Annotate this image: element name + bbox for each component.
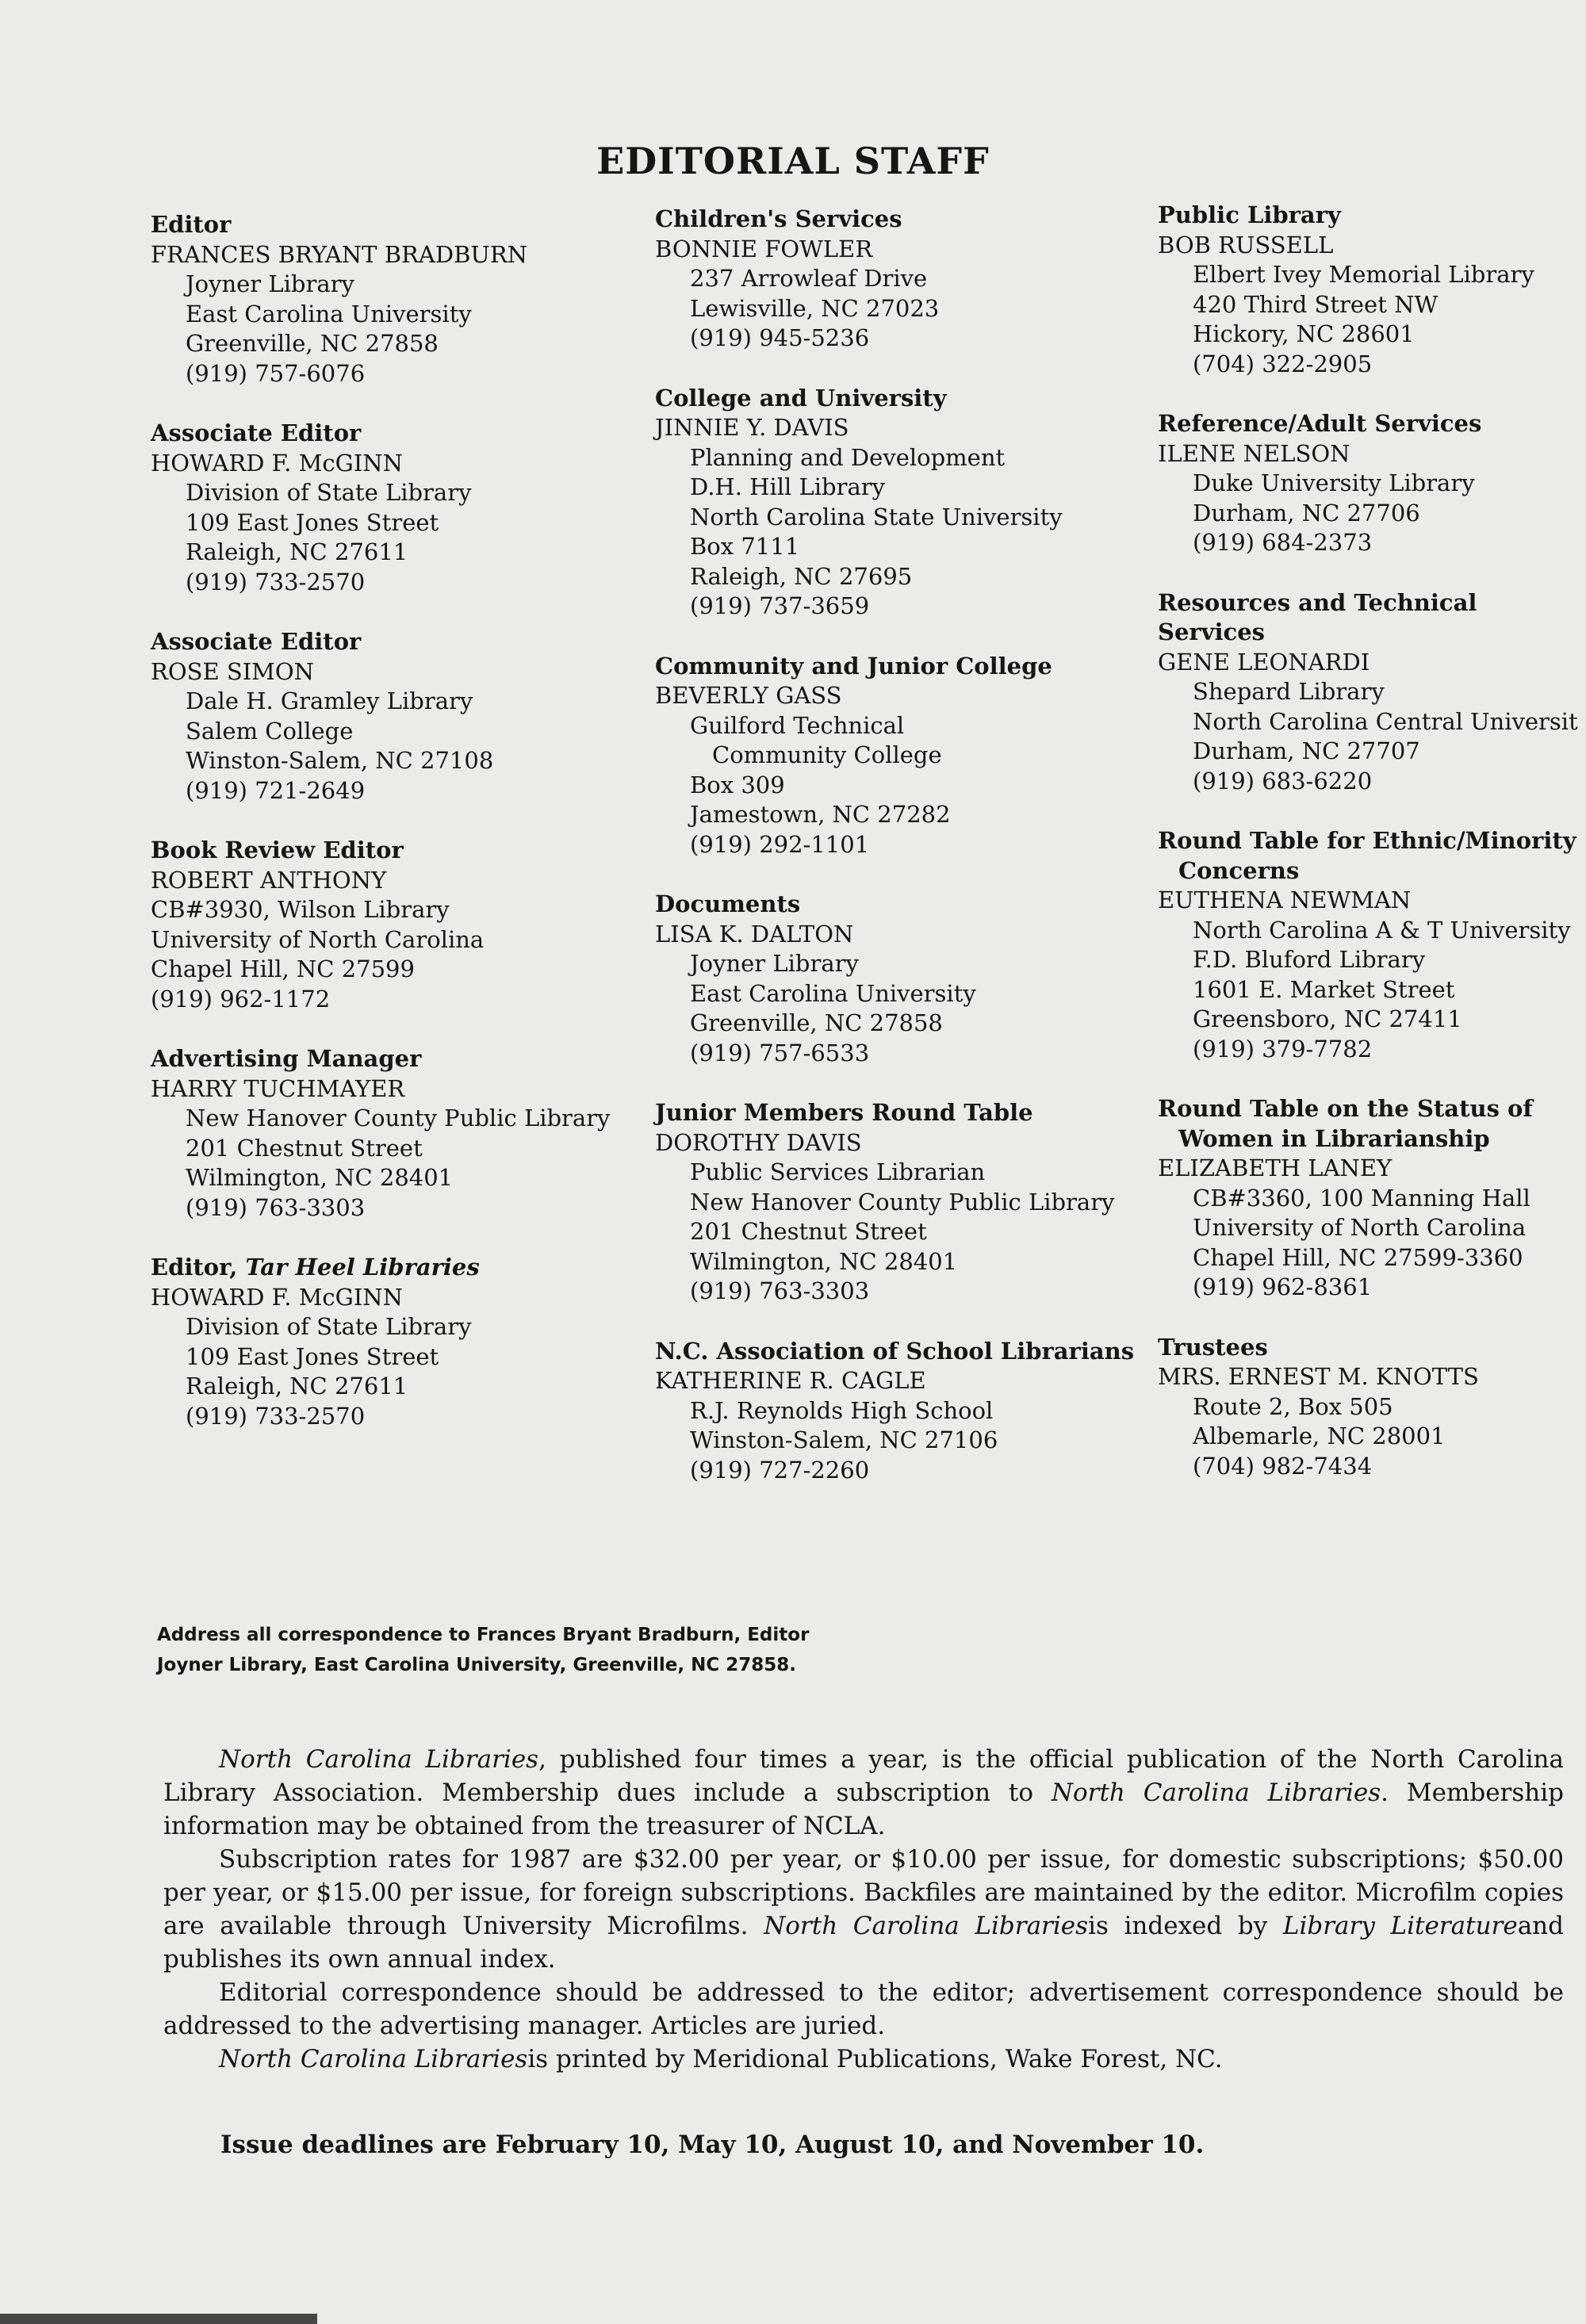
journal-title: North Carolina Libraries [1051, 1778, 1381, 1807]
staff-name: DOROTHY DAVIS [655, 1128, 862, 1156]
address-line: 201 Chestnut Street [690, 1218, 927, 1245]
staff-entry [151, 419, 642, 597]
address-line: Winston-Salem, NC 27108 [186, 747, 494, 774]
address-line: New Hanover County Public Library [690, 1188, 1115, 1216]
staff-name: BOB RUSSELL [1158, 231, 1334, 258]
staff-name: GENE LEONARDI [1158, 648, 1370, 676]
address-line: Greensboro, NC 27411 [1193, 1005, 1462, 1032]
paragraph-correspondence: Editorial correspondence should be addressed to the editor; advertisement correspondence should be addressed to the advertising manager. Articles are juried. [163, 1978, 1564, 2040]
paragraph-text: Subscription rates for 1987 are $32.00 per year, or $10.00 per issue, for domestic subscriptions; $50.00 per year, or $15.00 per issue, for foreign subscriptions. Backfiles are maintained by the editor. Microfilm copies are available through University Microfilms. [163, 1845, 1564, 1940]
journal-title: North Carolina Libraries [219, 1745, 539, 1774]
address-line: Raleigh, NC 27611 [186, 538, 408, 565]
staff-name: EUTHENA NEWMAN [1158, 886, 1412, 913]
staff-name: BEVERLY GASS [655, 682, 842, 709]
staff-column-1 [151, 210, 642, 1461]
address-line: East Carolina University [186, 300, 472, 327]
role-heading-continued: Concerns [1178, 856, 1300, 884]
staff-entry [655, 890, 1147, 1068]
address-line: 201 Chestnut Street [186, 1134, 423, 1162]
staff-entry [655, 384, 1147, 622]
role-heading: Community and Junior College [655, 652, 1052, 680]
role-heading: Reference/Adult Services [1158, 410, 1482, 437]
address-line: Chapel Hill, NC 27599 [151, 955, 415, 982]
address-line: Planning and Development [690, 443, 1006, 471]
address-line: (919) 683-6220 [1193, 767, 1373, 794]
index-title: Library Literature [1282, 1912, 1518, 1940]
role-heading-title: Tar Heel Libraries [245, 1254, 480, 1281]
publication-info [163, 1743, 1564, 2076]
address-line: Joyner Library [186, 270, 354, 297]
address-line: Raleigh, NC 27695 [690, 562, 913, 590]
issue-deadlines: Issue deadlines are February 10, May 10, August 10, and November 10. [220, 2131, 1205, 2159]
role-heading: Documents [655, 890, 801, 917]
staff-entry [1158, 1094, 1586, 1303]
address-line: 109 East Jones Street [186, 1342, 439, 1370]
address-line: Box 7111 [690, 533, 800, 560]
address-line: Durham, NC 27707 [1193, 737, 1420, 764]
paragraph-text: is printed by Meridional Publications, Wake Forest, NC. [527, 2045, 1223, 2073]
address-line: 420 Third Street NW [1193, 290, 1439, 318]
staff-entry [1158, 1333, 1586, 1482]
address-line: CB#3360, 100 Manning Hall [1193, 1184, 1530, 1212]
address-line: Dale H. Gramley Library [186, 687, 473, 714]
address-line: Chapel Hill, NC 27599-3360 [1193, 1243, 1523, 1271]
staff-entry [151, 210, 642, 389]
staff-entry [655, 205, 1147, 354]
address-line: F.D. Bluford Library [1193, 946, 1426, 973]
address-line: (704) 982-7434 [1193, 1452, 1373, 1480]
staff-entry [151, 836, 642, 1014]
staff-column-2 [655, 205, 1147, 1515]
role-heading [151, 1253, 642, 1283]
role-heading: College and University [655, 384, 947, 412]
address-line: Lewisville, NC 27023 [690, 294, 940, 322]
staff-entry [1158, 201, 1586, 379]
address-line: (919) 379-7782 [1193, 1035, 1373, 1062]
address-line-1: Address all correspondence to Frances Bryant Bradburn, Editor [157, 1625, 810, 1645]
address-line: (919) 684-2373 [1193, 529, 1373, 556]
role-heading: Editor [151, 211, 232, 238]
address-line: Jamestown, NC 27282 [690, 801, 951, 828]
paragraph-subscription [163, 1843, 1564, 1976]
staff-entry [655, 652, 1147, 860]
role-heading: N.C. Association of School Librarians [655, 1337, 1135, 1365]
role-heading: Round Table for Ethnic/Minority [1158, 827, 1576, 854]
address-line: D.H. Hill Library [690, 473, 885, 500]
address-line: (919) 733-2570 [186, 1402, 366, 1430]
paragraph-text: . Membership information may be obtained from the treasurer of NCLA. [163, 1778, 1564, 1840]
paragraph-printer [163, 2043, 1564, 2076]
address-line: 237 Arrowleaf Drive [690, 265, 928, 292]
address-line: Raleigh, NC 27611 [186, 1373, 408, 1399]
journal-title: North Carolina Libraries [764, 1912, 1089, 1940]
staff-entry [1158, 409, 1586, 558]
address-line: Elbert Ivey Memorial Library [1193, 261, 1534, 288]
staff-name: BONNIE FOWLER [655, 235, 873, 262]
staff-name: ELIZABETH LANEY [1158, 1154, 1393, 1181]
address-line: (919) 945-5236 [690, 324, 870, 351]
role-heading: Trustees [1158, 1333, 1268, 1361]
staff-name: HOWARD F. McGINN [151, 449, 404, 477]
address-line: North Carolina State University [690, 503, 1063, 530]
address-line: (919) 737-3659 [690, 592, 870, 619]
staff-name: KATHERINE R. CAGLE [655, 1367, 926, 1394]
address-line: Duke University Library [1193, 469, 1475, 496]
address-line: (919) 757-6076 [186, 359, 366, 387]
address-line: Public Services Librarian [690, 1158, 986, 1185]
address-line: Winston-Salem, NC 27106 [690, 1426, 998, 1453]
role-heading-text: Editor, [151, 1254, 246, 1281]
role-heading-continued: Women in Librarianship [1178, 1124, 1490, 1152]
role-heading: Associate Editor [151, 628, 362, 655]
staff-entry [151, 1253, 642, 1431]
address-line: (919) 733-2570 [186, 568, 366, 595]
staff-entry [151, 1044, 642, 1223]
staff-name: JINNIE Y. DAVIS [655, 414, 849, 441]
role-heading: Junior Members Round Table [655, 1099, 1033, 1126]
journal-title: North Carolina Libraries [219, 2045, 528, 2073]
address-line: Shepard Library [1193, 678, 1385, 705]
staff-entry [655, 1098, 1147, 1307]
address-line: North Carolina A & T University [1193, 916, 1571, 944]
page-title: EDITORIAL STAFF [596, 140, 990, 182]
staff-name: ROBERT ANTHONY [151, 866, 387, 894]
role-heading: Children's Services [655, 205, 902, 232]
address-line: Division of State Library [186, 1313, 472, 1340]
staff-name: HOWARD F. McGINN [151, 1283, 404, 1311]
address-line: Guilford Technical [690, 711, 905, 739]
staff-entry [151, 627, 642, 806]
address-line: North Carolina Central Universit [1193, 707, 1578, 735]
address-line: Wilmington, NC 28401 [186, 1164, 454, 1191]
staff-entry [1158, 588, 1586, 797]
address-line: Community College [712, 741, 942, 768]
address-line: (919) 721-2649 [186, 776, 366, 804]
address-line: Durham, NC 27706 [1193, 499, 1420, 526]
staff-entry [1158, 826, 1586, 1064]
role-heading: Advertising Manager [151, 1045, 422, 1072]
address-line: 109 East Jones Street [186, 508, 439, 536]
address-line: East Carolina University [690, 979, 976, 1007]
staff-name: ROSE SIMON [151, 657, 315, 685]
address-line: (919) 727-2260 [690, 1456, 870, 1484]
scan-edge-shadow [0, 2314, 317, 2324]
address-line: New Hanover County Public Library [186, 1105, 611, 1131]
address-line: Box 309 [690, 771, 785, 798]
address-line: Greenville, NC 27858 [186, 330, 439, 357]
role-heading: Book Review Editor [151, 837, 404, 863]
paragraph-text: , published four times a year, is the official publication of the North Carolina Library Association. Membership dues include a subscription to [163, 1745, 1564, 1807]
address-line: (919) 962-8361 [1193, 1273, 1373, 1300]
staff-name: HARRY TUCHMAYER [151, 1074, 405, 1102]
address-line: Joyner Library [690, 950, 859, 977]
address-line: (919) 962-1172 [151, 985, 331, 1013]
address-line-2: Joyner Library, East Carolina University, Greenville, NC 27858. [157, 1655, 797, 1675]
address-line: Greenville, NC 27858 [690, 1009, 943, 1036]
staff-name: FRANCES BRYANT BRADBURN [151, 240, 528, 268]
address-line: Route 2, Box 505 [1193, 1392, 1393, 1420]
address-line: (704) 322-2905 [1193, 350, 1373, 377]
address-line: CB#3930, Wilson Library [151, 896, 450, 923]
paragraph-publication [163, 1743, 1564, 1843]
address-line: (919) 763-3303 [690, 1277, 870, 1304]
address-line: University of North Carolina [1193, 1214, 1527, 1241]
correspondence-address [157, 1620, 950, 1680]
role-heading: Public Library [1158, 201, 1341, 228]
role-heading: Associate Editor [151, 419, 362, 446]
address-line: Wilmington, NC 28401 [690, 1247, 958, 1275]
paragraph-text: is indexed by [1088, 1912, 1283, 1940]
staff-name: ILENE NELSON [1158, 439, 1350, 467]
paragraph-text: and publishes its own annual index. [163, 1912, 1564, 1974]
address-line: R.J. Reynolds High School [690, 1396, 994, 1424]
address-line: Hickory, NC 28601 [1193, 320, 1415, 347]
address-line: (919) 763-3303 [186, 1193, 366, 1221]
staff-entry [655, 1337, 1147, 1486]
staff-column-3 [1158, 201, 1586, 1511]
address-line: (919) 292-1101 [690, 830, 870, 858]
role-heading: Resources and Technical Services [1158, 588, 1477, 645]
address-line: University of North Carolina [151, 925, 485, 953]
address-line: Salem College [186, 717, 354, 745]
role-heading: Round Table on the Status of [1158, 1095, 1533, 1122]
address-line: (919) 757-6533 [690, 1039, 870, 1066]
address-line: Division of State Library [186, 479, 472, 506]
staff-name: LISA K. DALTON [655, 920, 854, 948]
address-line: 1601 E. Market Street [1193, 975, 1455, 1003]
staff-name: MRS. ERNEST M. KNOTTS [1158, 1363, 1479, 1390]
address-line: Albemarle, NC 28001 [1193, 1422, 1446, 1449]
